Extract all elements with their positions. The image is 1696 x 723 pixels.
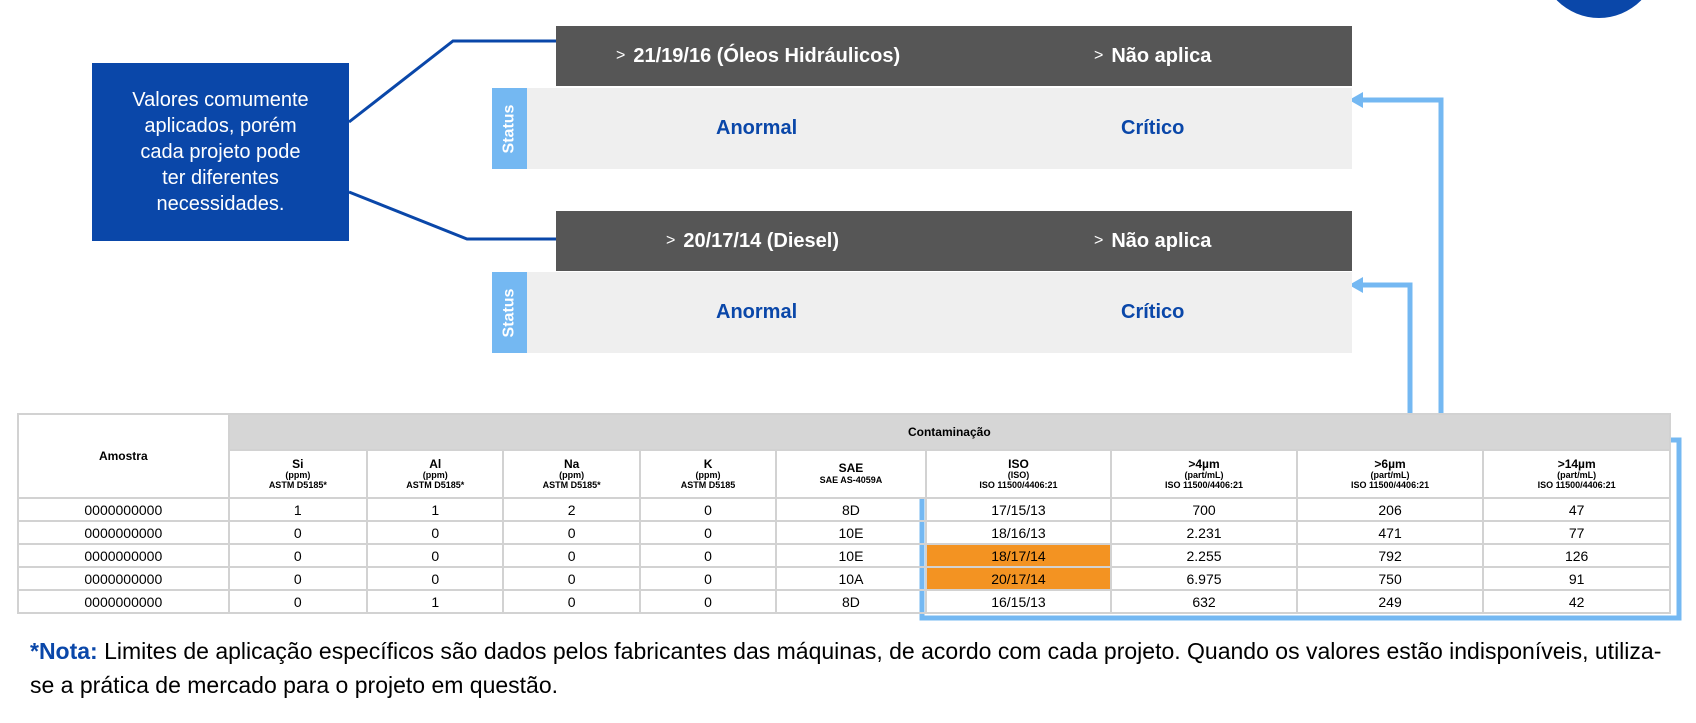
table-cell: 47 [1483,498,1670,521]
callout-line: necessidades. [156,193,285,215]
table-cell: 0 [229,567,367,590]
limit-critical-hydraulic [1094,26,1211,86]
limit-critical-label: Não aplica [1111,229,1212,252]
column-header-row [18,450,1670,498]
callout-note-box [92,63,349,241]
table-cell: 0 [503,567,639,590]
table-cell: 2.231 [1111,521,1297,544]
table-cell: 126 [1483,544,1670,567]
header-amostra: Amostra [18,414,229,498]
corner-logo-circle [1540,0,1658,18]
table-cell: 0 [640,567,776,590]
table-cell: 700 [1111,498,1297,521]
column-header: Na (ppm) ASTM D5185* [503,450,639,498]
table-cell: 16/15/13 [926,590,1112,613]
table-cell: 42 [1483,590,1670,613]
chevron-right-icon: > [1094,232,1104,249]
table-cell: 91 [1483,567,1670,590]
limit-bar-hydraulic [556,26,1352,86]
table-cell: 8D [776,498,925,521]
limit-critical-label: Não aplica [1111,44,1212,67]
column-header: >4µm (part/mL) ISO 11500/4406:21 [1111,450,1297,498]
table-cell: 10A [776,567,925,590]
table-cell: 0 [367,521,503,544]
callout-connector-bottom [349,192,556,239]
table-cell: 10E [776,521,925,544]
table-cell: 632 [1111,590,1297,613]
table-cell: 0 [640,544,776,567]
table-cell: 8D [776,590,925,613]
column-header: ISO (ISO) ISO 11500/4406:21 [926,450,1112,498]
cell-amostra: 0000000000 [18,521,229,544]
table-cell: 0 [367,567,503,590]
table-cell: 10E [776,544,925,567]
table-cell: 0 [367,544,503,567]
status-abnormal: Anormal [716,301,798,323]
limit-critical-diesel [1094,211,1211,271]
cell-amostra: 0000000000 [18,590,229,613]
status-tab-label: Status [500,104,518,153]
column-header: K (ppm) ASTM D5185 [640,450,776,498]
table-cell: 0 [229,521,367,544]
column-header: SAE SAE AS-4059A [776,450,925,498]
table-cell: 1 [367,498,503,521]
table-cell: 20/17/14 [926,567,1112,590]
footnote-label: *Nota: [30,638,98,664]
column-header: >14µm (part/mL) ISO 11500/4406:21 [1483,450,1670,498]
arrow-to-panel-1 [1357,100,1441,440]
table-cell: 0 [640,498,776,521]
status-tab [492,88,527,169]
chevron-right-icon: > [666,232,676,249]
cell-amostra: 0000000000 [18,567,229,590]
callout-line: Valores comumente [132,89,309,111]
table-cell: 0 [503,590,639,613]
callout-line: cada projeto pode [140,141,301,163]
contamination-table [17,413,1671,614]
table-row [18,498,1670,521]
table-cell: 0 [229,544,367,567]
table-cell: 792 [1297,544,1484,567]
status-row-hydraulic [492,88,1352,169]
table-row [18,567,1670,590]
chevron-right-icon: > [616,47,626,64]
callout-line: aplicados, porém [144,115,297,137]
table-cell: 6.975 [1111,567,1297,590]
table-row [18,521,1670,544]
table-row [18,590,1670,613]
table-cell: 0 [640,590,776,613]
table-cell: 0 [229,590,367,613]
limit-bar-diesel [556,211,1352,271]
column-header: Si (ppm) ASTM D5185* [229,450,367,498]
column-header: >6µm (part/mL) ISO 11500/4406:21 [1297,450,1484,498]
status-critical: Crítico [1121,301,1185,323]
limit-abnormal-diesel [666,211,839,271]
footnote-text: Limites de aplicação específicos são dados pelos fabricantes das máquinas, de acordo com cada projeto. Quando os valores estão indisponíveis, utiliza-se a prática de mercado para o projeto em questão. [30,638,1662,698]
table-cell: 1 [229,498,367,521]
table-cell: 750 [1297,567,1484,590]
table-body [18,498,1670,613]
status-tab [492,272,527,353]
status-row-diesel [492,272,1352,353]
table-cell: 1 [367,590,503,613]
table-cell: 2.255 [1111,544,1297,567]
limit-abnormal-hydraulic [616,26,900,86]
table-cell: 2 [503,498,639,521]
table-cell: 0 [503,521,639,544]
limit-abnormal-label: 21/19/16 (Óleos Hidráulicos) [633,44,901,67]
table-row [18,544,1670,567]
table-cell: 77 [1483,521,1670,544]
cell-amostra: 0000000000 [18,544,229,567]
chevron-right-icon: > [1094,47,1104,64]
table-cell: 17/15/13 [926,498,1112,521]
callout-line: ter diferentes [162,167,279,189]
table-cell: 0 [640,521,776,544]
table-cell: 18/17/14 [926,544,1112,567]
table-cell: 471 [1297,521,1484,544]
status-critical: Crítico [1121,117,1185,139]
header-contaminacao: Contaminação [229,414,1670,450]
column-header: Al (ppm) ASTM D5185* [367,450,503,498]
table-cell: 0 [503,544,639,567]
limit-abnormal-label: 20/17/14 (Diesel) [683,229,839,252]
table-cell: 249 [1297,590,1484,613]
status-tab-label: Status [500,288,518,337]
status-abnormal: Anormal [716,117,798,139]
cell-amostra: 0000000000 [18,498,229,521]
table-cell: 206 [1297,498,1484,521]
footnote [30,634,1670,702]
table-cell: 18/16/13 [926,521,1112,544]
